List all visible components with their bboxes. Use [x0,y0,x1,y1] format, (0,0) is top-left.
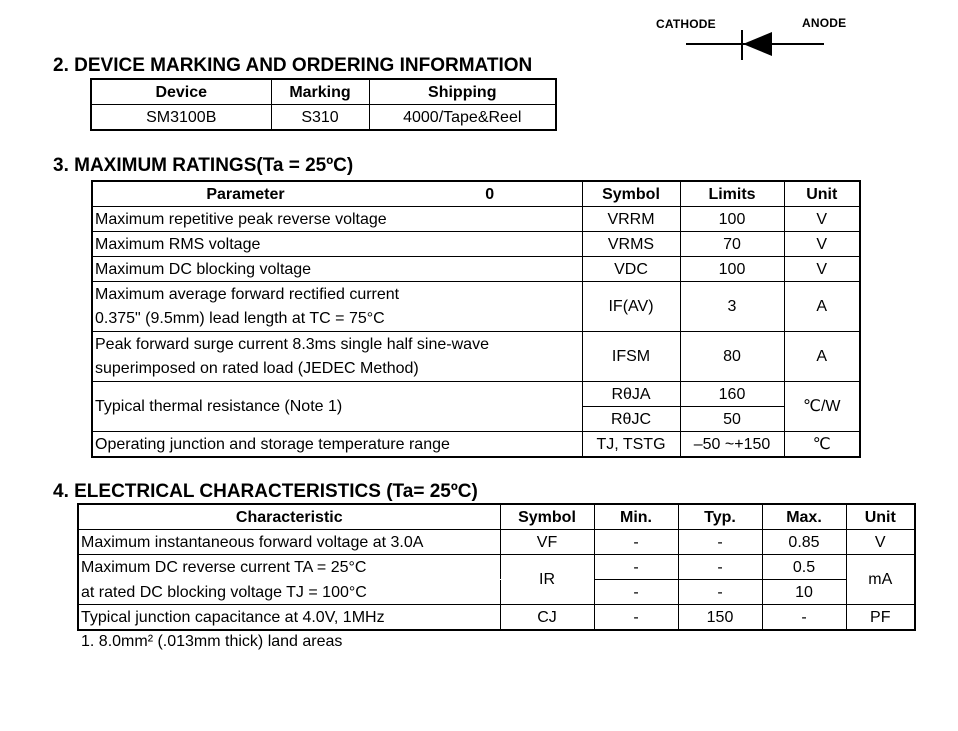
anode-label: ANODE [802,16,847,30]
symbol-cell: IF(AV) [582,282,680,332]
min-cell: - [594,580,678,605]
marking-table [90,78,557,131]
header-symbol: Symbol [582,181,680,207]
symbol-cell: CJ [500,605,594,631]
limit-cell: 160 [680,382,784,407]
unit-cell: V [784,232,860,257]
unit-cell: A [784,332,860,382]
device-value: SM3100B [91,105,271,131]
header-parameter: Parameter [92,181,398,207]
symbol-cell: RθJA [582,382,680,407]
unit-cell: ℃/W [784,382,860,432]
table-row [92,232,860,257]
header-shipping: Shipping [369,79,556,105]
parameter-line-1: Peak forward surge current 8.3ms single half sine-wave [95,335,489,353]
electrical-characteristics-table [77,503,916,631]
symbol-cell: IFSM [582,332,680,382]
max-ratings-table [91,180,861,458]
header-max: Max. [762,504,846,530]
min-cell: - [594,555,678,580]
characteristic-cell: Typical junction capacitance at 4.0V, 1MHz [78,605,500,631]
parameter-cell [92,332,582,382]
table-row [78,555,915,580]
symbol-cell: VDC [582,257,680,282]
limit-cell: 70 [680,232,784,257]
parameter-cell [92,282,582,332]
parameter-cell: Maximum RMS voltage [92,232,582,257]
max-cell: 10 [762,580,846,605]
max-cell: 0.85 [762,530,846,555]
header-min: Min. [594,504,678,530]
unit-cell: mA [846,555,915,605]
unit-cell: ℃ [784,432,860,458]
table-row [92,257,860,282]
parameter-cell: Typical thermal resistance (Note 1) [92,382,582,432]
table-row [78,605,915,631]
section3-title: 3. MAXIMUM RATINGS(Ta = 25ºC) [53,155,354,176]
limit-cell: 3 [680,282,784,332]
parameter-cell: Maximum repetitive peak reverse voltage [92,207,582,232]
table-row [92,282,860,332]
table-header-row [91,79,556,105]
unit-cell: V [846,530,915,555]
table-row [92,432,860,458]
parameter-line-2: superimposed on rated load (JEDEC Method) [95,359,419,377]
table-row [92,207,860,232]
cathode-label: CATHODE [656,17,716,31]
header-typ: Typ. [678,504,762,530]
table-header-row [78,504,915,530]
header-zero: 0 [398,181,582,207]
limit-cell: 100 [680,257,784,282]
characteristic-cell: at rated DC blocking voltage TJ = 100°C [78,580,500,605]
header-unit: Unit [784,181,860,207]
symbol-cell: VRRM [582,207,680,232]
header-characteristic: Characteristic [78,504,500,530]
footnote: 1. 8.0mm² (.013mm thick) land areas [81,633,343,650]
unit-cell: V [784,207,860,232]
symbol-cell: VRMS [582,232,680,257]
table-row [92,382,860,407]
limit-cell: –50 ~+150 [680,432,784,458]
symbol-cell: TJ, TSTG [582,432,680,458]
characteristic-cell: Maximum DC reverse current TA = 25°C [78,555,500,580]
parameter-line-2: 0.375" (9.5mm) lead length at TC = 75°C [95,309,385,327]
header-symbol: Symbol [500,504,594,530]
table-row [78,580,915,605]
symbol-cell: IR [500,555,594,605]
limit-cell: 80 [680,332,784,382]
parameter-cell: Maximum DC blocking voltage [92,257,582,282]
diode-symbol-icon [680,28,830,64]
header-device: Device [91,79,271,105]
shipping-value: 4000/Tape&Reel [369,105,556,131]
characteristic-cell: Maximum instantaneous forward voltage at 3.0A [78,530,500,555]
header-limits: Limits [680,181,784,207]
limit-cell: 100 [680,207,784,232]
unit-cell: A [784,282,860,332]
typ-cell: - [678,555,762,580]
table-row [92,332,860,382]
min-cell: - [594,605,678,631]
symbol-cell: VF [500,530,594,555]
typ-cell: 150 [678,605,762,631]
unit-cell: PF [846,605,915,631]
header-unit: Unit [846,504,915,530]
limit-cell: 50 [680,407,784,432]
typ-cell: - [678,580,762,605]
parameter-cell: Operating junction and storage temperature range [92,432,582,458]
section4-title: 4. ELECTRICAL CHARACTERISTICS (Ta= 25ºC) [53,481,478,502]
header-marking: Marking [271,79,369,105]
typ-cell: - [678,530,762,555]
table-row [78,530,915,555]
symbol-cell: RθJC [582,407,680,432]
parameter-line-1: Maximum average forward rectified current [95,285,400,303]
max-cell: - [762,605,846,631]
marking-value: S310 [271,105,369,131]
max-cell: 0.5 [762,555,846,580]
section2-title: 2. DEVICE MARKING AND ORDERING INFORMATION [53,55,533,76]
min-cell: - [594,530,678,555]
table-header-row [92,181,860,207]
unit-cell: V [784,257,860,282]
table-row [91,105,556,131]
